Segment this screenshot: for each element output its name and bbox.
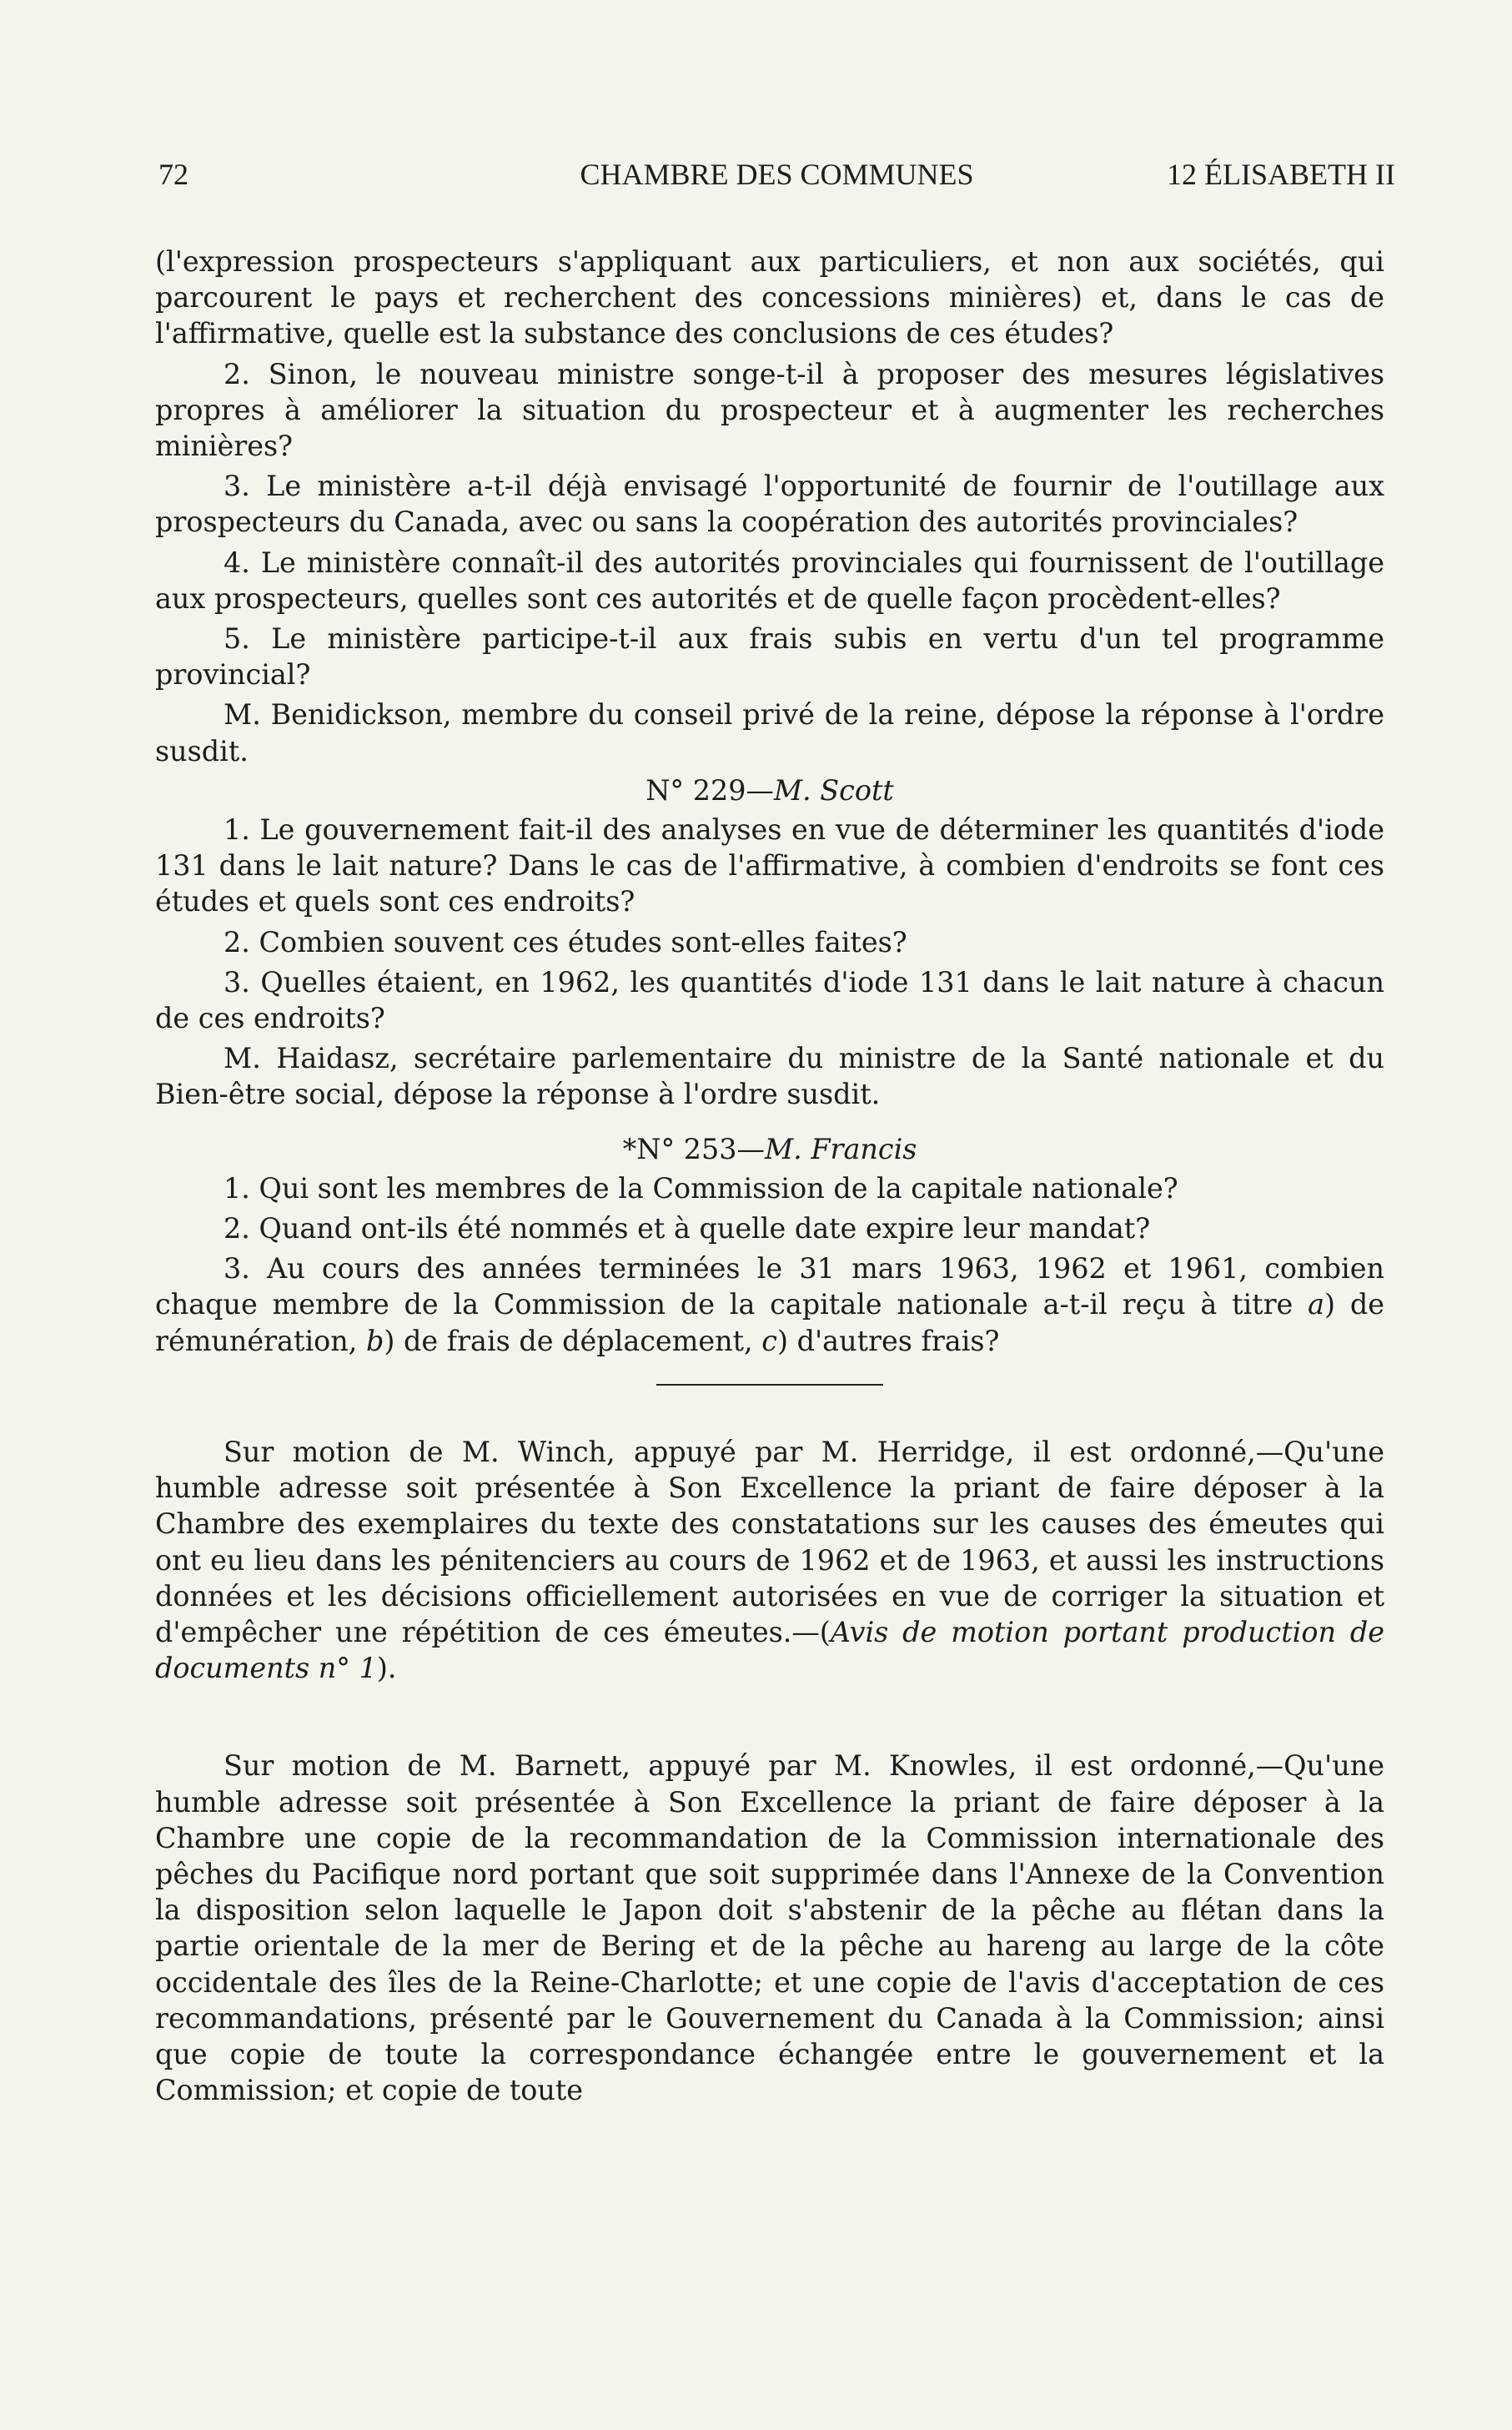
question-number: N° 229— [645,773,774,807]
question-heading [155,772,1384,808]
question-item: 2. Quand ont-ils été nommés et à quelle date expire leur mandat? [224,1212,1151,1245]
question-item: 1. Le gouvernement fait-il des analyses en vue de déterminer les quantités d'iode 131 dans le lait nature? Dans le cas de l'affirmative, à combien d'endroits se font ces études et quels sont ces endroits? [155,813,1384,918]
answer-paragraph: M. Benidickson, membre du conseil privé de la reine, dépose la réponse à l'ordre susdit. [155,698,1384,767]
spacer [155,1686,1384,1748]
question-item: 5. Le ministère participe-t-il aux frais subis en vertu d'un tel programme provincial? [155,622,1384,692]
question-item: 3. Au cours des années terminées le 31 mars 1963, 1962 et 1961, combien chaque membre de la Commission de la capitale nationale a-t-il reçu à titre a) de rémunération, b) de frais de déplacement, c) d'autres frais? [155,1252,1384,1357]
question-item: 2. Sinon, le nouveau ministre songe-t-il à proposer des mesures législatives propres à améliorer la situation du prospecteur et à augmenter les recherches minières? [155,357,1384,463]
page-number: 72 [158,158,188,191]
motion-paragraph: Sur motion de M. Barnett, appuyé par M. Knowles, il est ordonné,—Qu'une humble adresse soit présentée à Son Excellence la priant de faire déposer à la Chambre une copie de la recommandation de la Commission internationale des pêches du Pacifique nord portant que soit supprimée dans l'Annexe de la Convention la disposition selon laquelle le Japon doit s'abstenir de la pêche au flétan dans la partie orientale de la mer de Bering et de la pêche au hareng au large de la côte occidentale des îles de la Reine-Charlotte; et une copie de l'avis d'acceptation de ces recommandations, présenté par le Gouvernement du Canada à la Commission; ainsi que copie de toute la correspondance échangée entre le gouvernement et la Commission; et copie de toute [155,1749,1384,2107]
question-member: M. Francis [764,1132,917,1165]
running-title: CHAMBRE DES COMMUNES [580,158,974,191]
section-divider [656,1384,883,1386]
motion-paragraph: Sur motion de M. Winch, appuyé par M. Herridge, il est ordonné,—Qu'une humble adresse soit présentée à Son Excellence la priant de faire déposer à la Chambre des exemplaires du texte des constatations sur les causes des émeutes qui ont eu lieu dans les pénitenciers au cours de 1962 et de 1963, et aussi les instructions données et les décisions officiellement autorisées en vue de corriger la situation et d'empêcher une répétition de ces émeutes.—(Avis de motion portant production de documents n° 1). [155,1435,1384,1685]
regnal-year: 12 ÉLISABETH II [1167,158,1395,191]
question-item: 3. Quelles étaient, en 1962, les quantités d'iode 131 dans le lait nature à chacun de ces endroits? [155,965,1384,1035]
question-heading [155,1131,1384,1167]
question-item: 3. Le ministère a-t-il déjà envisagé l'opportunité de fournir de l'outillage aux prospecteurs du Canada, avec ou sans la coopération des autorités provinciales? [155,470,1384,539]
question-item: 1. Qui sont les membres de la Commission de la capitale nationale? [224,1171,1178,1205]
question-item: 2. Combien souvent ces études sont-elles faites? [224,925,907,958]
question-number: *N° 253— [622,1132,765,1165]
question-item: 4. Le ministère connaît-il des autorités provinciales qui fournissent de l'outillage aux prospecteurs, quelles sont ces autorités et de quelle façon procèdent-elles? [155,546,1384,615]
page-body [155,244,1384,2108]
question-member: M. Scott [773,773,894,807]
answer-paragraph: M. Haidasz, secrétaire parlementaire du ministre de la Santé nationale et du Bien-être social, dépose la réponse à l'ordre susdit. [155,1042,1384,1111]
question-continuation: (l'expression prospecteurs s'appliquant aux particuliers, et non aux sociétés, qui parcourent le pays et recherchent des concessions minières) et, dans le cas de l'affirmative, quelle est la substance des conclusions de ces études? [155,245,1384,350]
